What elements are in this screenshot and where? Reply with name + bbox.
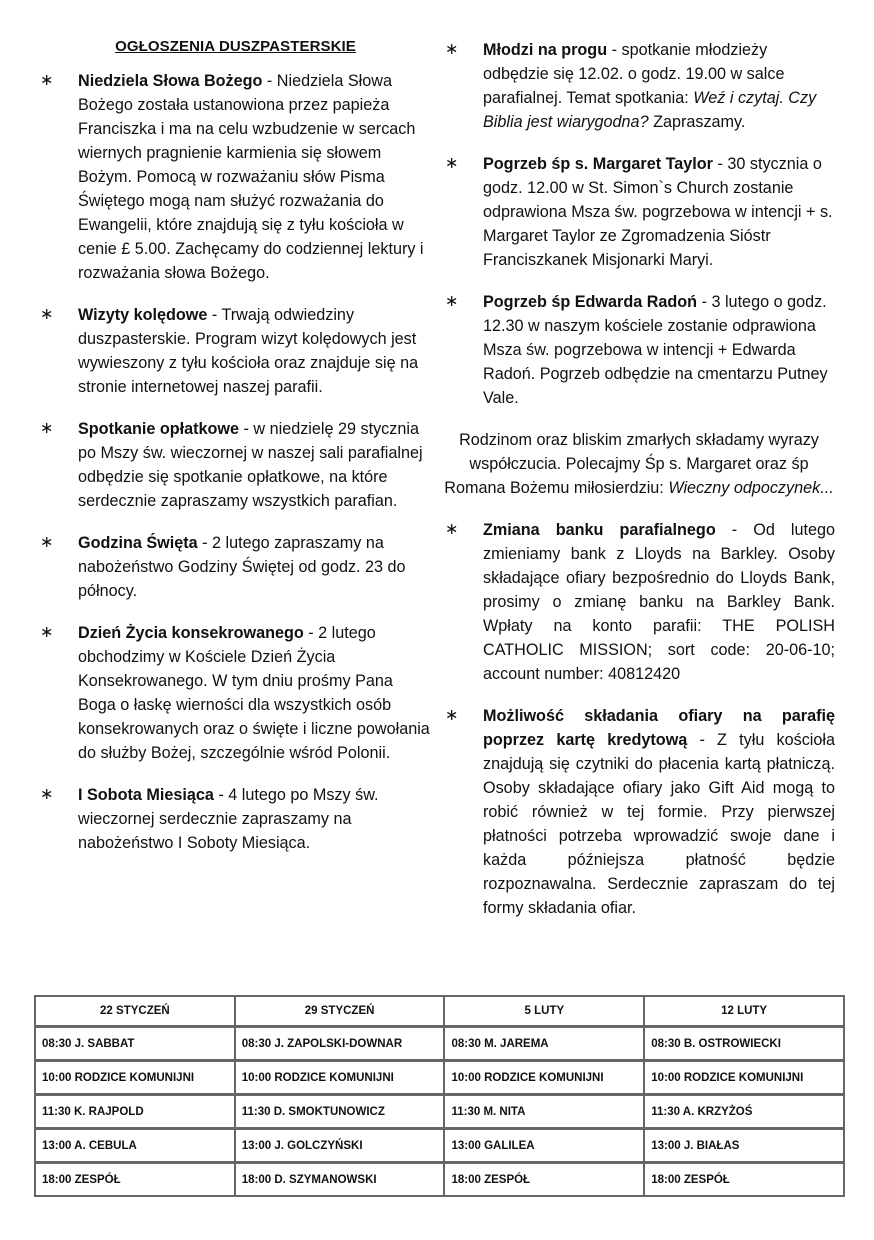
announcement-body: - spotkanie młodzieży odbędzie się 12.02. o godz. 19.00 w salce parafialnej. Temat spotkania: bbox=[483, 41, 785, 107]
announcement-body: - Od lutego zmieniamy bank z Lloyds na Barkley. Osoby składające ofiary bezpośrednio do Lloyds Bank, prosimy o zmianę banku na Barkley Bank. Wpłaty na konto parafii: THE POLISH CATHOLIC MISSION; sort code: 20-06-10; account number: 40812420 bbox=[483, 521, 835, 683]
announcement-body: - 4 lutego po Mszy św. wieczornej serdecznie zapraszamy na nabożeństwo I Soboty Miesiąca. bbox=[78, 786, 379, 852]
asterisk-icon: ∗ bbox=[40, 786, 54, 803]
announcement-title: Wizyty kolędowe bbox=[78, 306, 208, 324]
announcement-title: Godzina Święta bbox=[78, 534, 198, 552]
table-cell: 18:00 D. SZYMANOWSKI bbox=[235, 1163, 445, 1197]
mass-schedule-table bbox=[34, 995, 845, 1197]
table-row bbox=[35, 1027, 844, 1061]
announcement-title: Dzień Życia konsekrowanego bbox=[78, 624, 304, 642]
table-header-row bbox=[35, 996, 844, 1027]
column-header: 22 STYCZEŃ bbox=[35, 996, 235, 1027]
table-cell: 13:00 A. CEBULA bbox=[35, 1129, 235, 1163]
announcement-title: Możliwość składania ofiary na parafię poprzez kartę kredytową bbox=[483, 707, 835, 749]
announcement-body: - 2 lutego obchodzimy w Kościele Dzień Życia Konsekrowanego. W tym dniu prośmy Pana Boga o łaskę wierności dla wszystkich osób konsekrowanych oraz o święte i liczne powołania do służby Bożej, szczególnie wśród Polonii. bbox=[78, 624, 430, 762]
table-cell: 11:30 D. SMOKTUNOWICZ bbox=[235, 1095, 445, 1129]
table-cell: 18:00 ZESPÓŁ bbox=[35, 1163, 235, 1197]
announcement-item bbox=[38, 783, 433, 855]
column-header: 5 LUTY bbox=[444, 996, 644, 1027]
announcement-item bbox=[38, 531, 433, 603]
announcement-item bbox=[443, 290, 835, 410]
asterisk-icon: ∗ bbox=[40, 306, 54, 323]
asterisk-icon: ∗ bbox=[40, 72, 54, 89]
announcement-item bbox=[443, 704, 835, 920]
asterisk-icon: ∗ bbox=[40, 420, 54, 437]
table-cell: 18:00 ZESPÓŁ bbox=[444, 1163, 644, 1197]
asterisk-icon: ∗ bbox=[40, 534, 54, 551]
table-row bbox=[35, 1095, 844, 1129]
table-cell: 18:00 ZESPÓŁ bbox=[644, 1163, 844, 1197]
announcement-item bbox=[38, 417, 433, 513]
table-cell: 08:30 J. ZAPOLSKI-DOWNAR bbox=[235, 1027, 445, 1061]
announcement-item bbox=[38, 69, 433, 285]
table-row bbox=[35, 1163, 844, 1197]
asterisk-icon: ∗ bbox=[445, 293, 459, 310]
announcement-title: Niedziela Słowa Bożego bbox=[78, 72, 263, 90]
announcement-body: - 2 lutego zapraszamy na nabożeństwo Godziny Świętej od godz. 23 do północy. bbox=[78, 534, 406, 600]
announcement-body: - Niedziela Słowa Bożego została ustanowiona przez papieża Franciszka i ma na celu wzbudzenie w sercach wiernych pragnienie karmienia się słowem Bożym. Pomocą w rozważaniu słów Pisma Świętego mogą nam służyć rozważania do Ewangelii, które znajdują się z tyłu kościoła w cenie £ 5.00. Zachęcamy do codziennej lektury i rozważania słowa Bożego. bbox=[78, 72, 424, 282]
announcement-title: Pogrzeb śp s. Margaret Taylor bbox=[483, 155, 713, 173]
announcement-title: Pogrzeb śp Edwarda Radoń bbox=[483, 293, 698, 311]
asterisk-icon: ∗ bbox=[445, 41, 459, 58]
column-header: 12 LUTY bbox=[644, 996, 844, 1027]
column-header: 29 STYCZEŃ bbox=[235, 996, 445, 1027]
meeting-topic: Weź i czytaj. Czy Biblia jest wiarygodna? bbox=[483, 89, 817, 131]
announcement-body: - w niedzielę 29 stycznia po Mszy św. wieczornej w naszej sali parafialnej odbędzie się spotkanie opłatkowe, na które serdecznie zapraszamy wszystkich parafian. bbox=[78, 420, 423, 510]
announcement-body: - Z tyłu kościoła znajdują się czytniki do płacenia kartą płatniczą. Osoby składające ofiary jako Gift Aid mogą to robić również w tej formie. Przy pierwszej płatności potrzeba wprowadzić swoje dane i każda późniejsza płatność będzie rozpoznawalna. Serdecznie zapraszam do tej formy składania ofiar. bbox=[483, 731, 835, 917]
condolence-note bbox=[443, 428, 835, 500]
page-title: OGŁOSZENIA DUSZPASTERSKIE bbox=[115, 38, 356, 55]
table-cell: 08:30 B. OSTROWIECKI bbox=[644, 1027, 844, 1061]
announcement-item bbox=[38, 621, 433, 765]
condolence-text: Rodzinom oraz bliskim zmarłych składamy wyrazy współczucia. Polecajmy Śp s. Margaret oraz śp Romana Bożemu miłosierdziu: bbox=[444, 431, 819, 497]
announcement-body: - 3 lutego o godz. 12.30 w naszym kościele zostanie odprawiona Msza św. pogrzebowa w intencji + Edwarda Radoń. Pogrzeb odbędzie na cmentarzu Putney Vale. bbox=[483, 293, 828, 407]
asterisk-icon: ∗ bbox=[445, 155, 459, 172]
left-column bbox=[38, 38, 433, 873]
condolence-prayer: Wieczny odpoczynek... bbox=[668, 479, 834, 497]
table-cell: 13:00 GALILEA bbox=[444, 1129, 644, 1163]
table-cell: 10:00 RODZICE KOMUNIJNI bbox=[235, 1061, 445, 1095]
asterisk-icon: ∗ bbox=[445, 707, 459, 724]
table-row bbox=[35, 1061, 844, 1095]
announcement-item bbox=[443, 38, 835, 134]
asterisk-icon: ∗ bbox=[445, 521, 459, 538]
table-cell: 10:00 RODZICE KOMUNIJNI bbox=[444, 1061, 644, 1095]
announcement-item bbox=[443, 152, 835, 272]
announcement-title: Młodzi na progu bbox=[483, 41, 608, 59]
asterisk-icon: ∗ bbox=[40, 624, 54, 641]
table-cell: 10:00 RODZICE KOMUNIJNI bbox=[644, 1061, 844, 1095]
announcement-item bbox=[443, 518, 835, 686]
table-cell: 08:30 J. SABBAT bbox=[35, 1027, 235, 1061]
table-cell: 11:30 M. NITA bbox=[444, 1095, 644, 1129]
announcement-item bbox=[38, 303, 433, 399]
announcement-title: Spotkanie opłatkowe bbox=[78, 420, 240, 438]
table-row bbox=[35, 1129, 844, 1163]
announcement-tail: Zapraszamy. bbox=[648, 113, 746, 131]
table-cell: 08:30 M. JAREMA bbox=[444, 1027, 644, 1061]
right-column bbox=[443, 38, 835, 938]
table-cell: 10:00 RODZICE KOMUNIJNI bbox=[35, 1061, 235, 1095]
table-cell: 11:30 K. RAJPOLD bbox=[35, 1095, 235, 1129]
announcement-title: Zmiana banku parafialnego bbox=[483, 521, 716, 539]
announcement-body: - 30 stycznia o godz. 12.00 w St. Simon`s Church zostanie odprawiona Msza św. pogrzebowa w intencji + s. Margaret Taylor ze Zgromadzenia Sióstr Franciszkanek Misjonarki Maryi. bbox=[483, 155, 833, 269]
announcement-title: I Sobota Miesiąca bbox=[78, 786, 214, 804]
table-cell: 13:00 J. GOLCZYŃSKI bbox=[235, 1129, 445, 1163]
table-cell: 11:30 A. KRZYŻOŚ bbox=[644, 1095, 844, 1129]
announcement-body: - Trwają odwiedziny duszpasterskie. Program wizyt kolędowych jest wywieszony z tyłu kościoła oraz znajduje się na stronie internetowej naszej parafii. bbox=[78, 306, 419, 396]
table-cell: 13:00 J. BIAŁAS bbox=[644, 1129, 844, 1163]
